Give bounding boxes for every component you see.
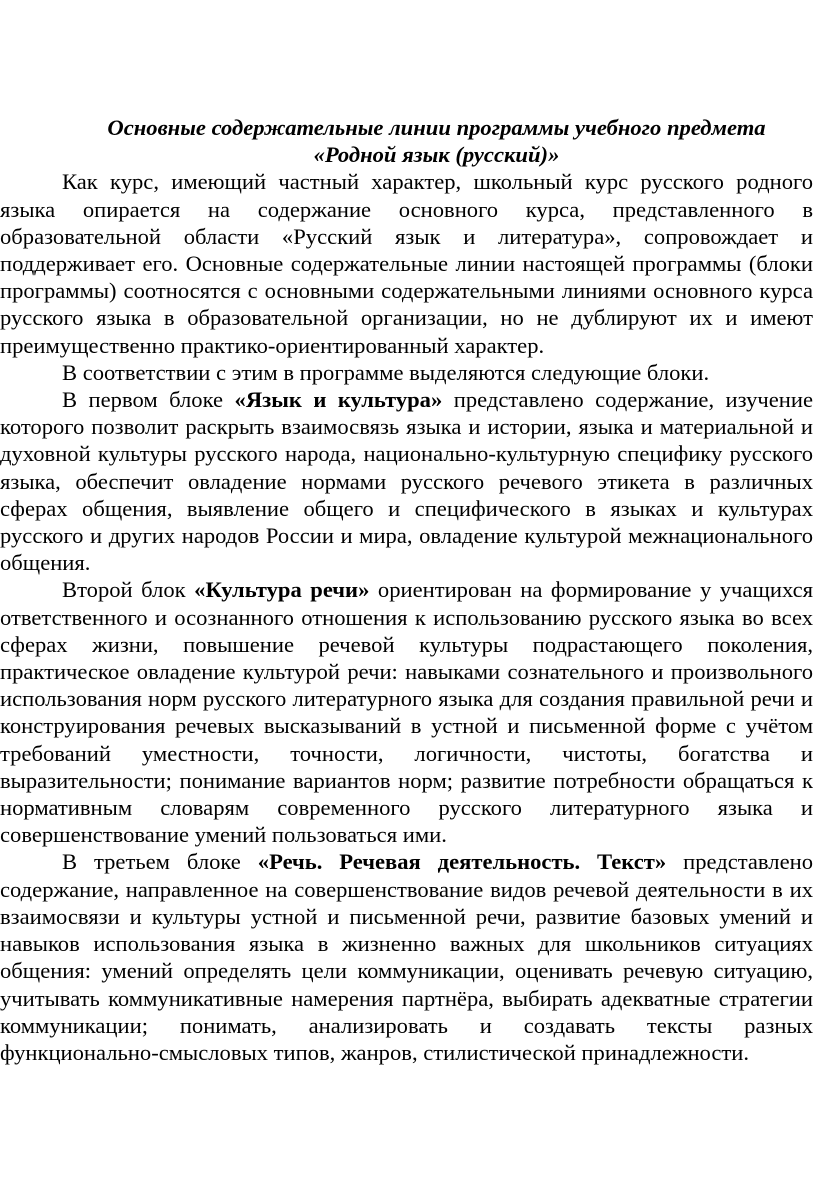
paragraph-block-1 <box>0 386 813 576</box>
block-3-lead: В третьем блоке <box>62 849 258 875</box>
block-1-lead: В первом блоке <box>62 387 235 413</box>
block-2-text: ориентирован на формирование у учащихся ответственного и осознанного отношения к использованию русского языка во всех сферах жизни, повышение речевой культуры подрастающего поколения, практическое овладение культурой речи: навыками сознательного и произвольного использования норм русского литературного языка для создания правильной речи и конструирования речевых высказываний в устной и письменной форме с учётом требований уместности, точности, логичности, чистоты, богатства и выразительности; понимание вариантов норм; развитие потребности обращаться к нормативным словарям современного русского литературного языка и совершенствование умений пользоваться ими. <box>0 577 814 848</box>
title-line-2: «Родной язык (русский)» <box>313 142 560 168</box>
paragraph-intro: Как курс, имеющий частный характер, школьный курс русского родного языка опирается на содержание основного курса, представленного в образовательной области «Русский язык и литература», сопровождает и поддерживает его. Основные содержательные линии настоящей программы (блоки программы) соотносятся с основными содержательными линиями основного курса русского языка в образовательной организации, но не дублируют их и имеют преимущественно практико-ориентированный характер. <box>0 169 813 358</box>
paragraph-block-2 <box>0 576 813 848</box>
document-title <box>0 114 813 168</box>
title-line-1: Основные содержательные линии программы учебного предмета <box>107 115 766 140</box>
paragraph-blocks-intro: В соответствии с этим в программе выделяются следующие блоки. <box>62 359 710 385</box>
block-1-name: «Язык и культура» <box>234 387 443 413</box>
block-1-text: представлено содержание, изучение которого позволит раскрыть взаимосвязь языка и истории, языка и материальной и духовной культуры русского народа, национально-культурную специфику русского языка, обеспечит овладение нормами русского речевого этикета в различных сферах общения, выявление общего и специфического в языках и культурах русского и других народов России и мира, овладение культурой межнационального общения. <box>0 387 813 576</box>
block-2-name: «Культура речи» <box>194 577 370 603</box>
paragraph-block-3 <box>0 848 813 1066</box>
block-3-name: «Речь. Речевая деятельность. Текст» <box>257 849 667 875</box>
document-body <box>0 114 813 1066</box>
block-2-lead: Второй блок <box>62 577 195 603</box>
block-3-text: представлено содержание, направленное на совершенствование видов речевой деятельности в их взаимосвязи и культуры устной и письменной речи, развитие базовых умений и навыков использования языка в жизненно важных для школьников ситуациях общения: умений определять цели коммуникации, оценивать речевую ситуацию, учитывать коммуникативные намерения партнёра, выбирать адекватные стратегии коммуникации; понимать, анализировать и создавать тексты разных функционально-смысловых типов, жанров, стилистической принадлежности. <box>0 849 813 1065</box>
